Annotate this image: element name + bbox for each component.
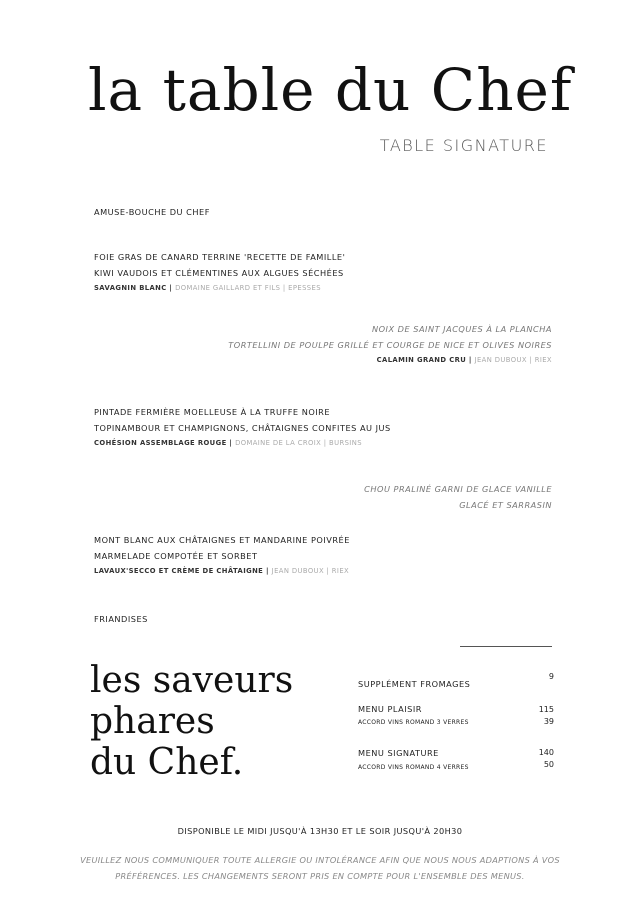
wine-producer: JEAN DUBOUX | RIEX (474, 356, 552, 364)
wine-producer: JEAN DUBOUX | RIEX (271, 567, 350, 575)
tagline-line: phares (90, 701, 215, 742)
course-friandises: FRIANDISES (94, 614, 148, 624)
price-name: SUPPLÉMENT FROMAGES (358, 679, 471, 689)
course-line: FOIE GRAS DE CANARD TERRINE 'RECETTE DE FAMILLE' (94, 252, 346, 262)
price-name: MENU PLAISIR (358, 704, 422, 714)
course-line: GLACÉ ET SARRASIN (459, 500, 552, 510)
divider (460, 646, 552, 647)
price-name: MENU SIGNATURE (358, 748, 439, 758)
course-saint-jacques (228, 321, 552, 367)
price-sub-name: ACCORD VINS ROMAND 4 VERRES (358, 764, 469, 771)
tagline-line: du Chef. (90, 742, 244, 783)
wine-name: SAVAGNIN BLANC | (94, 284, 173, 292)
price-supplement-fromages (358, 672, 554, 691)
availability-note: DISPONIBLE LE MIDI JUSQU'À 13H30 ET LE SOIR JUSQU'À 20H30 (177, 826, 463, 836)
wine-name: COHÉSION ASSEMBLAGE ROUGE | (94, 439, 233, 447)
price-sub-value: 50 (543, 760, 554, 769)
price-value: 140 (538, 748, 554, 757)
course-line: TORTELLINI DE POULPE GRILLÉ ET COURGE DE NICE ET OLIVES NOIRES (228, 340, 552, 350)
price-value: 115 (538, 705, 554, 714)
price-menu-plaisir (358, 704, 554, 728)
price-sub-name: ACCORD VINS ROMAND 3 VERRES (358, 719, 469, 726)
wine-pairing (228, 353, 552, 367)
course-foie-gras (94, 249, 345, 295)
wine-name: LAVAUX'SECCO ET CRÈME DE CHÂTAIGNE | (94, 567, 269, 575)
course-line: NOIX DE SAINT JACQUES À LA PLANCHA (371, 324, 552, 334)
price-value: 9 (548, 672, 554, 681)
course-chou-praline (364, 481, 552, 513)
wine-producer: DOMAINE DE LA CROIX | BURSINS (235, 439, 362, 447)
price-sub-value: 39 (543, 717, 554, 726)
allergy-notice: VEUILLEZ NOUS COMMUNIQUER TOUTE ALLERGIE OU INTOLÉRANCE AFIN QUE NOUS NOUS ADAPTIONS À VOS PRÉFÉRENCES. LES CHANGEMENTS SERONT PRIS EN COMPTE POUR L'ENSEMBLE DES MENUS. (80, 855, 560, 881)
course-line: PINTADE FERMIÈRE MOELLEUSE À LA TRUFFE NOIRE (94, 407, 331, 417)
wine-producer: DOMAINE GAILLARD ET FILS | EPESSES (175, 284, 321, 292)
course-line: MARMELADE COMPOTÉE ET SORBET (94, 551, 258, 561)
tagline (90, 660, 293, 783)
course-mont-blanc (94, 532, 350, 578)
menu-subtitle: TABLE SIGNATURE (379, 136, 548, 155)
course-line: CHOU PRALINÉ GARNI DE GLACE VANILLE (364, 484, 552, 494)
course-line: MONT BLANC AUX CHÂTAIGNES ET MANDARINE POIVRÉE (94, 535, 350, 545)
course-amuse-bouche: AMUSE-BOUCHE DU CHEF (94, 207, 210, 217)
price-menu-signature (358, 748, 554, 772)
tagline-line: les saveurs (90, 660, 294, 701)
wine-pairing (94, 564, 350, 578)
course-pintade (94, 404, 391, 450)
course-line: TOPINAMBOUR ET CHAMPIGNONS, CHÂTAIGNES CONFITES AU JUS (94, 423, 391, 433)
wine-pairing (94, 436, 391, 450)
restaurant-title: la table du Chef (88, 56, 573, 124)
course-line: KIWI VAUDOIS ET CLÉMENTINES AUX ALGUES SÉCHÉES (94, 268, 344, 278)
wine-name: CALAMIN GRAND CRU | (376, 356, 472, 364)
wine-pairing (94, 281, 345, 295)
